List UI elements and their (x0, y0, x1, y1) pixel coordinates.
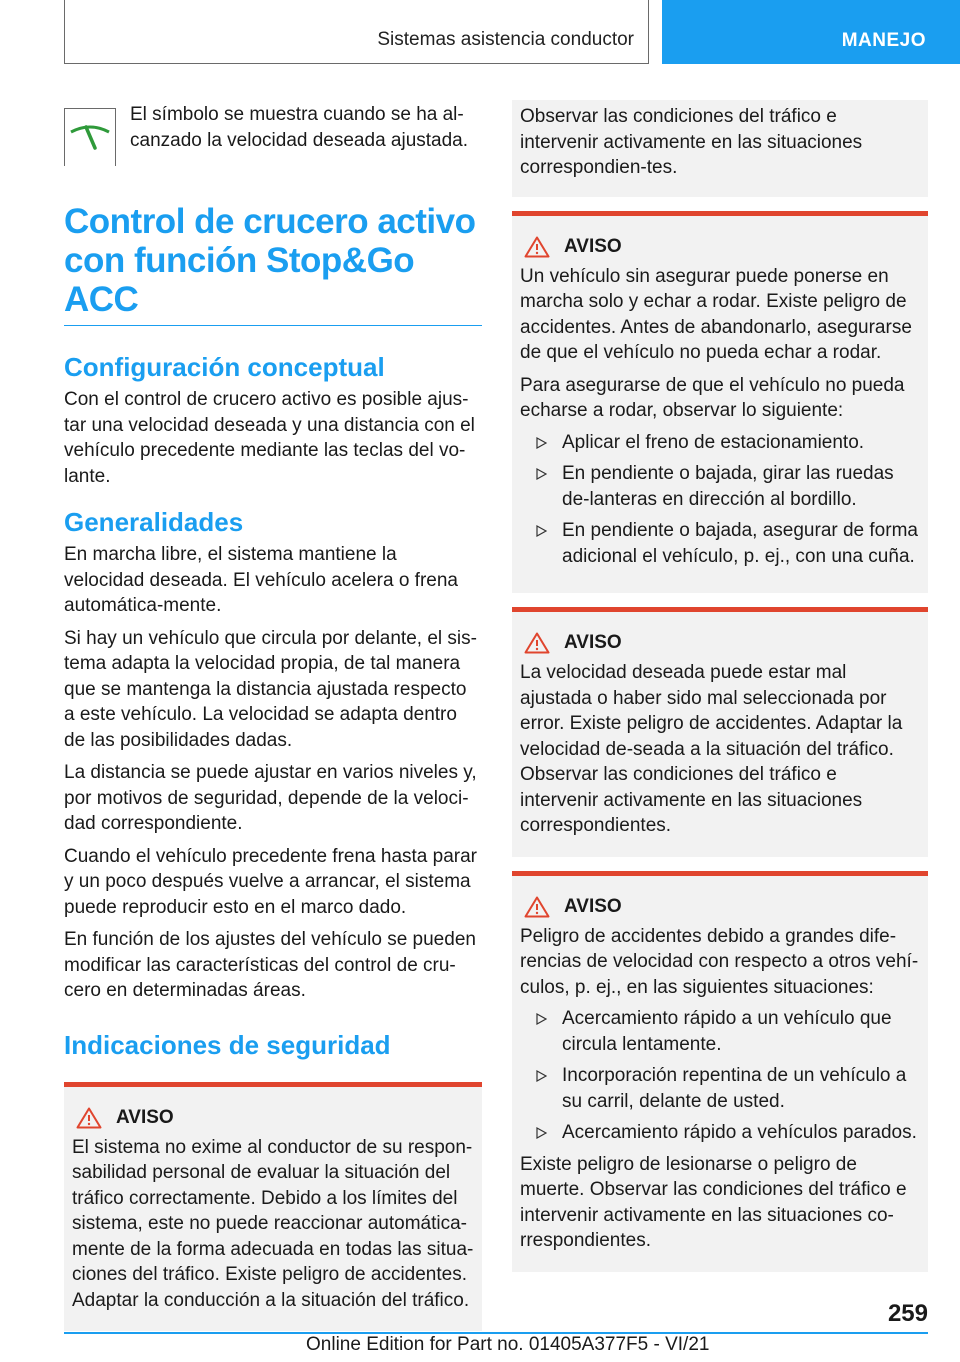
list-item-text: En pendiente o bajada, girar las ruedas de-lanteras en dirección al bordillo. (562, 463, 894, 510)
continued-text: Observar las condiciones del tráfico e intervenir activamente en las situaciones correspondien-tes. (520, 106, 863, 178)
warning-triangle-icon (524, 632, 550, 654)
warning-box-safety (64, 1082, 482, 1332)
bullet-list (520, 430, 920, 570)
heading-safety: Indicaciones de seguridad (64, 1029, 391, 1060)
warning-header (524, 236, 920, 258)
page-number: 259 (887, 1300, 928, 1327)
general-p3: La distancia se puede ajustar en varios niveles y, por motivos de seguridad, depende de la veloci-dad correspondiente. (64, 762, 477, 834)
warning-label: AVISO (564, 895, 622, 917)
list-item (520, 461, 920, 512)
bullet-triangle-icon (520, 461, 562, 512)
list-item-text: Aplicar el freno de estacionamiento. (562, 431, 865, 453)
list-item-text: Acercamiento rápido a vehículos parados. (562, 1122, 917, 1143)
warning-text: Existe peligro de lesionarse o peligro de muerte. Observar las condiciones del tráfico e intervenir activamente en las situaciones co-rrespondientes. (520, 1153, 907, 1251)
symbol-note-text: El símbolo se muestra cuando se ha al-canzado la velocidad deseada ajustada. (130, 104, 469, 151)
left-column (64, 100, 482, 1331)
warning-text: Peligro de accidentes debido a grandes dife-rencias de velocidad con respecto a otros vehí-culos, p. ej., en las siguientes situaciones: (520, 925, 919, 998)
list-item-text: Incorporación repentina de un vehículo a su carril, delante de usted. (562, 1065, 907, 1112)
list-item-text: Acercamiento rápido a un vehículo que circula lentamente. (562, 1008, 892, 1055)
heading-general: Generalidades (64, 507, 244, 537)
warning-text: Un vehículo sin asegurar puede ponerse en marcha solo y echar a rodar. Existe peligro de accidentes. Antes de abandonarlo, asegurarse de que el vehículo no pueda echar a rodar. (520, 265, 912, 363)
warning-triangle-icon (524, 896, 550, 918)
warning-text: El sistema no exime al conductor de su respon-sabilidad personal de evaluar la situación del tráfico correctamente. Debido a los límites del sistema, este no puede reaccionar automática-mente de la forma adecuada en todas las situa-ciones del tráfico. Existe peligro de accidentes. Adaptar la conducción a la situación del tráfico. (72, 1136, 474, 1311)
warning-triangle-icon (76, 1107, 102, 1129)
speed-indicator-icon (68, 118, 112, 158)
set-speed-reached-symbol (64, 108, 116, 166)
warning-header (524, 632, 920, 654)
warning-box-speed-difference (512, 871, 928, 1272)
chapter-title: MANEJO (841, 30, 926, 51)
right-column (512, 100, 928, 1272)
warning-box-rolling (512, 211, 928, 594)
list-item-text: En pendiente o bajada, asegurar de forma adicional el vehículo, p. ej., con una cuña. (562, 520, 918, 567)
bullet-triangle-icon (520, 1063, 562, 1114)
section-title: Sistemas asistencia conductor (377, 29, 634, 50)
list-item (520, 1063, 920, 1114)
config-text: Con el control de crucero activo es posible ajus-tar una velocidad deseada y una distancia con el vehículo precedente mediante las teclas del vo-lante. (64, 389, 475, 487)
list-item (520, 1006, 920, 1057)
bullet-list (520, 1006, 920, 1146)
warning-label: AVISO (564, 632, 622, 653)
warning-label: AVISO (116, 1106, 174, 1128)
bullet-triangle-icon (520, 1006, 562, 1057)
warning-text: Para asegurarse de que el vehículo no pueda echarse a rodar, observar lo siguiente: (520, 374, 905, 421)
running-header-chapter (662, 0, 960, 64)
heading-config: Configuración conceptual (64, 352, 385, 382)
list-item (520, 430, 920, 456)
warning-header (524, 896, 920, 918)
general-p5: En función de los ajustes del vehículo se pueden modificar las características del control de cru-cero en determinadas áreas. (64, 929, 476, 1001)
warning-header (76, 1107, 474, 1129)
list-item (520, 518, 920, 569)
bullet-triangle-icon (520, 430, 562, 456)
warning-label: AVISO (564, 235, 622, 257)
general-p1: En marcha libre, el sistema mantiene la velocidad deseada. El vehículo acelera o frena automática-mente. (64, 544, 458, 616)
bullet-triangle-icon (520, 1120, 562, 1146)
edition-footer: Online Edition for Part no. 01405A377F5 - VI/21 (306, 1334, 710, 1355)
bullet-triangle-icon (520, 518, 562, 569)
symbol-note (64, 100, 482, 166)
general-p2: Si hay un vehículo que circula por delante, el sis-tema adapta la velocidad propia, de tal manera que se mantenga la distancia ajustada respecto a este vehículo. La velocidad se adapta dentro de las posibilidades dadas. (64, 627, 477, 751)
running-header-section (64, 0, 649, 64)
warning-box-speed (512, 607, 928, 857)
page-title: Control de crucero activo con función Stop&Go ACC (64, 202, 482, 326)
list-item (520, 1120, 920, 1146)
continued-warning-box (512, 100, 928, 197)
warning-triangle-icon (524, 236, 550, 258)
warning-text: La velocidad deseada puede estar mal ajustada o haber sido mal seleccionada por error. Existe peligro de accidentes. Adaptar la velocidad de-seada a la situación del tráfico. Observar las condiciones del tráfico e intervenir activamente en las situaciones correspondientes. (520, 662, 903, 836)
general-p4: Cuando el vehículo precedente frena hasta parar y un poco después vuelve a arrancar, el sistema puede reproducir esto en el marco dado. (64, 845, 477, 918)
